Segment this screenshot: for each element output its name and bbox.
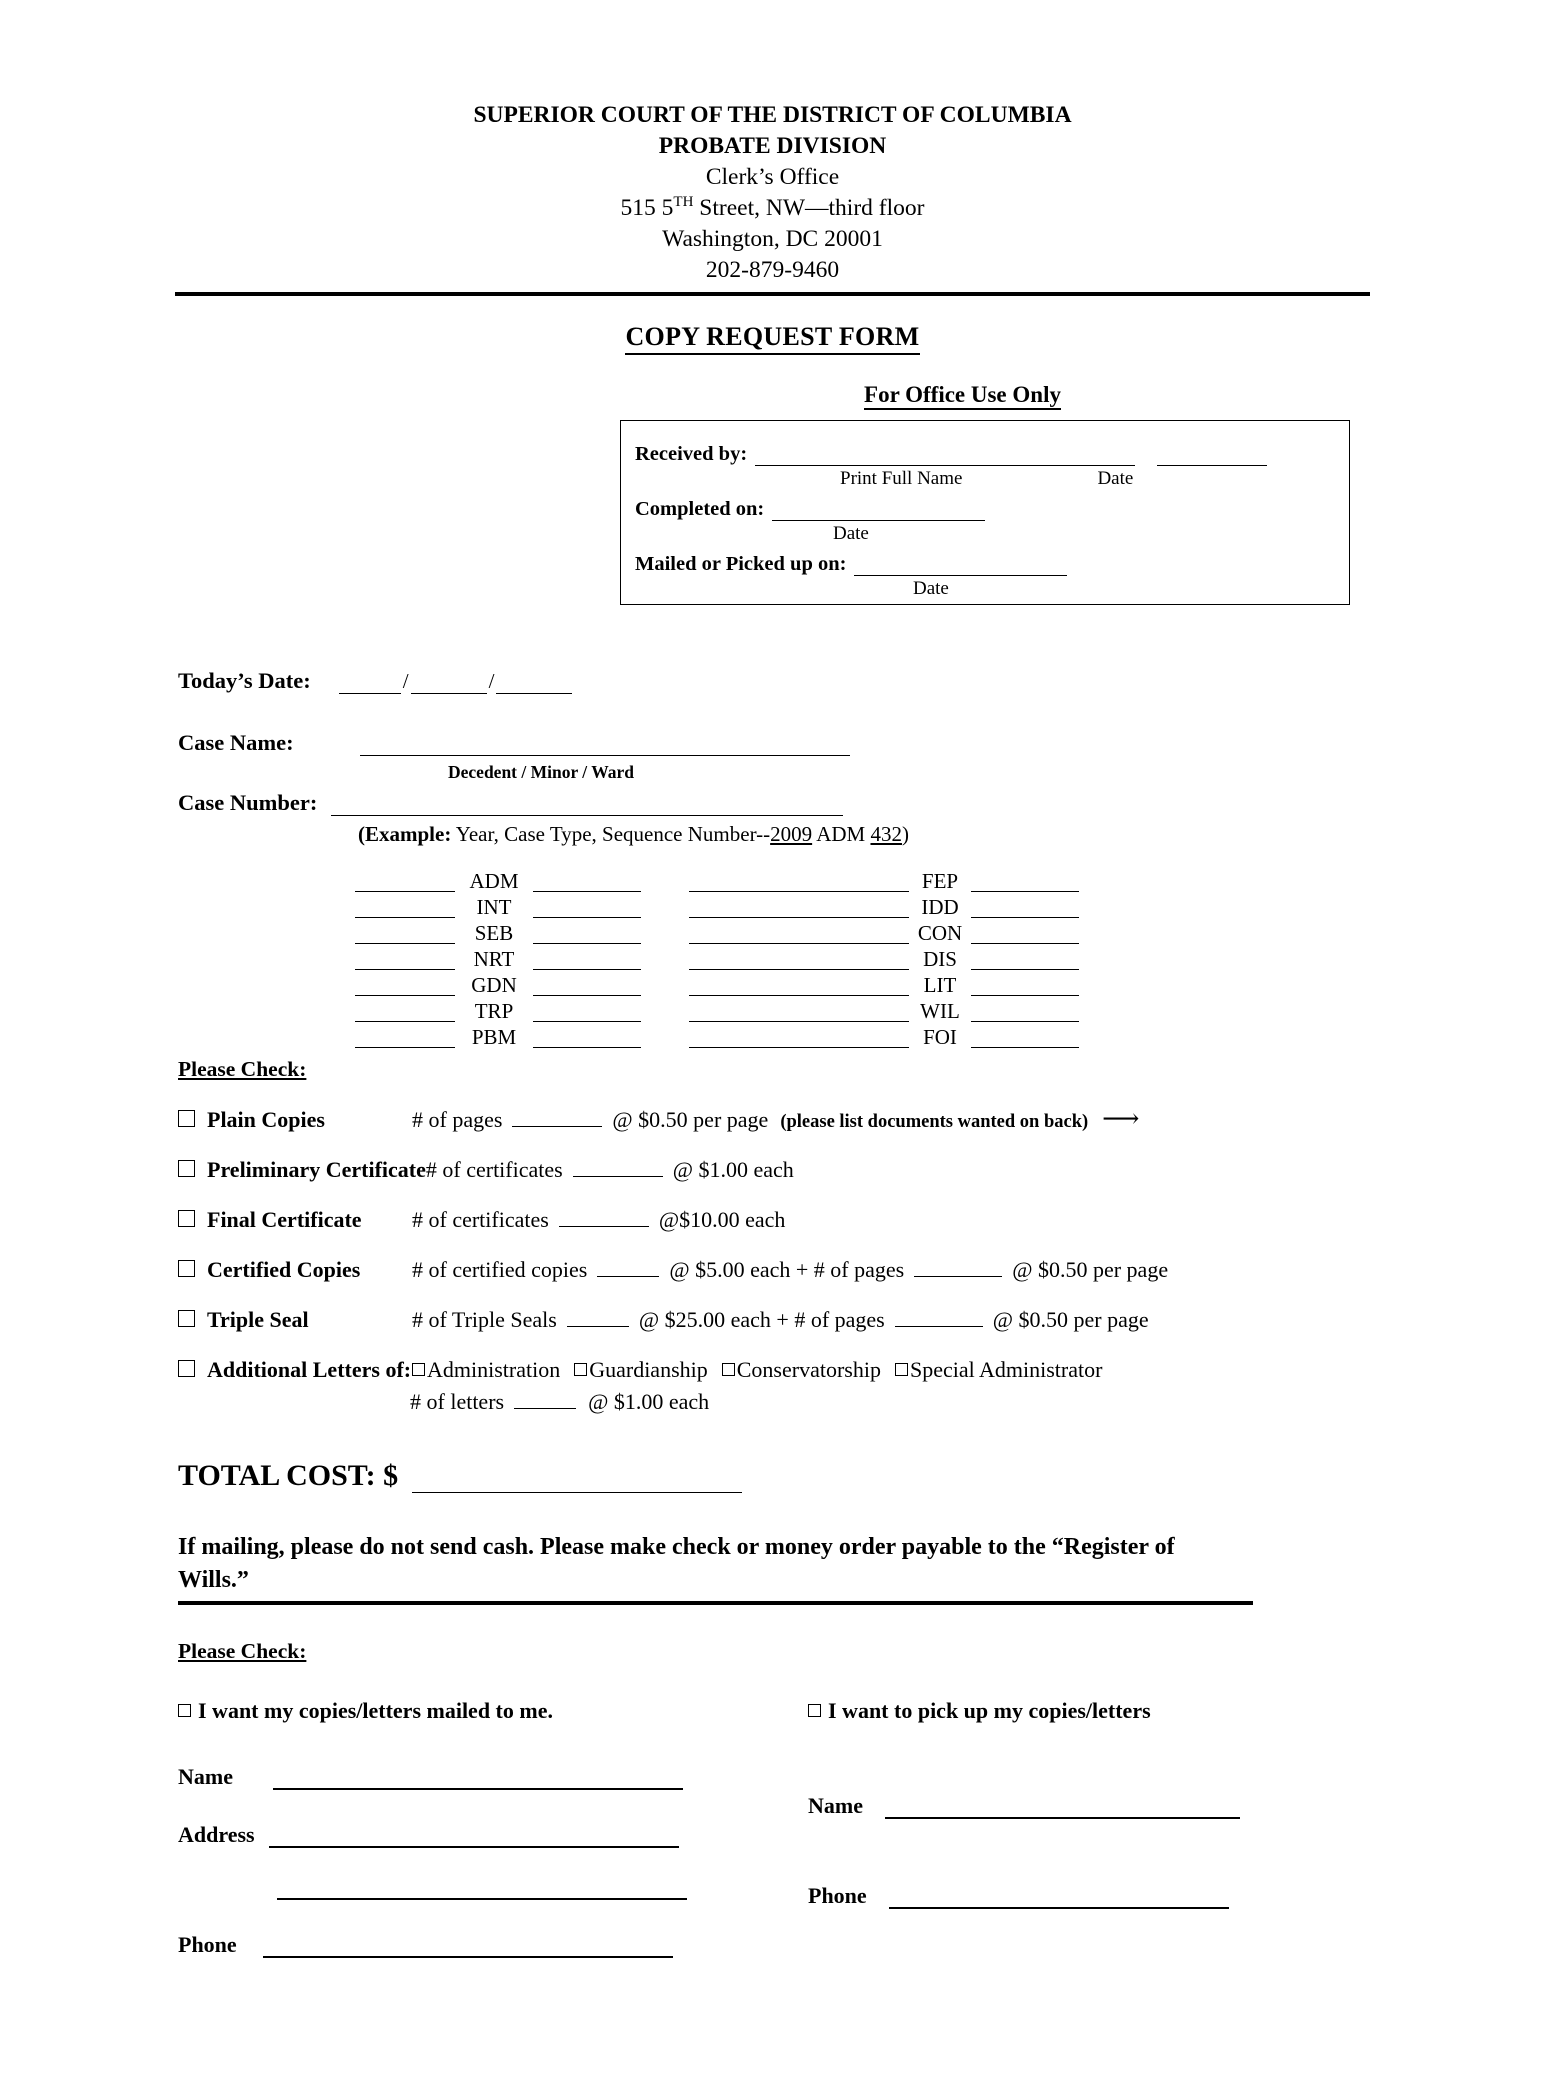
copy-option-checkbox[interactable] [178, 1160, 195, 1177]
code-line-left-a[interactable] [355, 1025, 455, 1051]
city-state-zip: Washington, DC 20001 [662, 226, 883, 252]
copy-option-row [178, 1207, 1545, 1233]
delivery-columns [178, 1698, 1545, 1958]
letters-sub-option-checkbox[interactable] [574, 1363, 587, 1376]
letters-sub-option-checkbox[interactable] [895, 1363, 908, 1376]
office-name: Clerk’s Office [705, 164, 840, 190]
code-underline[interactable] [689, 975, 801, 996]
header-divider [175, 292, 1370, 296]
copy-option-count-input[interactable] [597, 1259, 659, 1277]
received-by-row [635, 443, 1349, 466]
code-line-right-a[interactable] [641, 895, 801, 921]
code-line-right-a[interactable] [641, 947, 801, 973]
mail-address-input-line-1[interactable] [269, 1828, 679, 1848]
copy-option-pages-input[interactable] [914, 1259, 1002, 1277]
code-underline[interactable] [533, 1001, 641, 1022]
case-code-label: CON [917, 921, 963, 945]
case-number-example [358, 822, 1545, 847]
print-full-name-caption: Print Full Name [840, 468, 963, 489]
letters-sub-option-label: Guardianship [589, 1357, 708, 1382]
case-type-code-grid [355, 869, 1545, 1051]
copy-option-price-label: @$10.00 each [658, 1207, 786, 1232]
copy-option-label: Certified Copies [207, 1257, 361, 1282]
code-line-right-b[interactable] [971, 973, 1079, 999]
case-code-label: NRT [473, 947, 515, 971]
code-line-left-a[interactable] [355, 973, 455, 999]
code-line-left-b[interactable] [533, 1025, 641, 1051]
received-by-captions [635, 468, 1349, 490]
case-code-cell [801, 921, 909, 947]
mailed-caption-row [635, 578, 1349, 600]
mail-phone-label: Phone [178, 1932, 237, 1957]
case-name-row [178, 730, 1545, 756]
code-line-right-b[interactable] [971, 895, 1079, 921]
copy-option-checkbox[interactable] [178, 1210, 195, 1227]
code-underline[interactable] [801, 975, 909, 996]
copy-option-price-label: @ $25.00 each + # of pages [638, 1307, 885, 1332]
todays-date-year-input[interactable] [496, 676, 572, 694]
case-code-cell [455, 895, 533, 921]
case-code-label: WIL [920, 999, 960, 1023]
letters-sub-option-label: Administration [427, 1357, 561, 1382]
delivery-mail-column [178, 1698, 808, 1958]
case-code-label: FOI [923, 1025, 957, 1049]
code-underline[interactable] [971, 871, 1079, 892]
copy-option-pages-input[interactable] [895, 1309, 983, 1327]
street-address-ordinal: TH [673, 194, 694, 211]
code-underline[interactable] [689, 1027, 801, 1048]
copy-option-price-label: @ $5.00 each + # of pages [669, 1257, 905, 1282]
example-type: ADM [812, 822, 871, 846]
total-cost-label: TOTAL COST: $ [178, 1459, 399, 1492]
code-underline[interactable] [971, 923, 1079, 944]
payment-notice: If mailing, please do not send cash. Please make check or money order payable to the “Register of Wills.” [178, 1534, 1175, 1593]
code-underline[interactable] [971, 1027, 1079, 1048]
copy-option-row [178, 1257, 1545, 1283]
delivery-please-check-label: Please Check: [178, 1639, 307, 1663]
todays-date-separator-2: / [488, 669, 495, 693]
code-underline[interactable] [801, 1001, 909, 1022]
code-line-left-b[interactable] [533, 999, 641, 1025]
code-line-left-b[interactable] [533, 869, 641, 895]
copy-option-checkbox[interactable] [178, 1110, 195, 1127]
code-underline[interactable] [355, 975, 455, 996]
pickup-name-label: Name [808, 1793, 863, 1818]
case-code-label: SEB [474, 921, 514, 945]
case-code-cell [909, 973, 971, 999]
code-underline[interactable] [689, 923, 801, 944]
mailed-row [635, 553, 1349, 576]
example-year: 2009 [770, 822, 813, 846]
total-cost-input[interactable] [412, 1468, 742, 1493]
case-code-cell [455, 999, 533, 1025]
code-underline[interactable] [689, 949, 801, 970]
code-line-right-a[interactable] [641, 973, 801, 999]
mail-option-checkbox[interactable] [178, 1704, 191, 1717]
code-line-right-a[interactable] [641, 1025, 801, 1051]
mail-name-input[interactable] [273, 1770, 683, 1790]
mail-phone-input[interactable] [263, 1938, 673, 1958]
code-underline[interactable] [533, 949, 641, 970]
code-line-right-a[interactable] [641, 869, 801, 895]
code-underline[interactable] [801, 897, 909, 918]
code-line-right-b[interactable] [971, 947, 1079, 973]
mail-address-input-line-2[interactable] [277, 1880, 687, 1900]
case-number-label: Case Number: [178, 790, 318, 815]
code-line-right-a[interactable] [641, 999, 801, 1025]
copy-option-label: Plain Copies [207, 1107, 325, 1132]
code-line-right-b[interactable] [971, 921, 1079, 947]
code-grid [355, 869, 1545, 1051]
copy-option-row [178, 1307, 1545, 1333]
completed-on-label: Completed on: [635, 498, 765, 520]
copy-option-count-label: # of certificates [425, 1157, 563, 1182]
code-underline[interactable] [355, 897, 455, 918]
todays-date-separator-1: / [402, 669, 409, 693]
case-code-cell [801, 947, 909, 973]
code-underline[interactable] [355, 871, 455, 892]
example-close-paren: ) [901, 822, 909, 846]
case-code-cell [801, 869, 909, 895]
code-line-left-b[interactable] [533, 973, 641, 999]
pickup-phone-row [808, 1883, 1258, 1909]
code-underline[interactable] [533, 1027, 641, 1048]
copy-option-label: Triple Seal [207, 1307, 309, 1332]
mailed-or-picked-up-label: Mailed or Picked up on: [635, 553, 847, 575]
case-code-cell [455, 869, 533, 895]
copy-option-page-price-label: @ $0.50 per page [992, 1307, 1149, 1332]
case-code-label: LIT [923, 973, 957, 997]
street-address [0, 193, 1545, 224]
case-code-cell [909, 999, 971, 1025]
pickup-name-input[interactable] [885, 1799, 1240, 1819]
notice-divider [178, 1601, 1253, 1605]
page-title [0, 322, 1545, 352]
code-line-right-b[interactable] [971, 1025, 1079, 1051]
street-address-post: Street, NW—third floor [693, 195, 925, 221]
case-number-row [178, 790, 1545, 816]
letters-sub-options [412, 1357, 1102, 1383]
case-code-cell [801, 973, 909, 999]
copy-option-label: Preliminary Certificate [207, 1157, 426, 1182]
example-label: (Example: [358, 822, 452, 846]
todays-date-label: Today’s Date: [178, 668, 311, 693]
example-sequence: 432 [870, 822, 902, 846]
copy-option-count-label: # of certificates [412, 1207, 549, 1232]
letters-sub-option-label: Conservatorship [736, 1357, 881, 1382]
case-code-label: GDN [471, 973, 517, 997]
letters-sub-option-checkbox[interactable] [412, 1363, 425, 1376]
letters-sub-option-label: Special Administrator [909, 1357, 1103, 1382]
court-header [0, 100, 1545, 286]
copy-options-list [178, 1106, 1545, 1415]
mail-option-label: I want my copies/letters mailed to me. [198, 1698, 553, 1723]
case-code-label: TRP [474, 999, 514, 1023]
completed-date-caption: Date [833, 523, 869, 544]
office-use-box [620, 420, 1350, 605]
copy-option-label: Final Certificate [207, 1207, 362, 1232]
code-underline[interactable] [355, 923, 455, 944]
example-text: Year, Case Type, Sequence Number-- [451, 822, 771, 846]
mail-address-row-2 [178, 1880, 808, 1900]
code-line-left-a[interactable] [355, 895, 455, 921]
code-line-left-a[interactable] [355, 921, 455, 947]
mailed-date-caption: Date [913, 578, 949, 599]
received-by-label: Received by: [635, 443, 748, 465]
code-underline[interactable] [689, 871, 801, 892]
code-underline[interactable] [689, 897, 801, 918]
todays-date-month-input[interactable] [339, 676, 401, 694]
case-code-cell [801, 895, 909, 921]
office-use-heading-text: For Office Use Only [864, 382, 1061, 410]
case-code-cell [909, 921, 971, 947]
case-name-caption: Decedent / Minor / Ward [448, 762, 635, 782]
case-code-cell [455, 973, 533, 999]
letters-sub-option-checkbox[interactable] [722, 1363, 735, 1376]
case-name-caption-row [448, 759, 1545, 784]
code-line-left-b[interactable] [533, 895, 641, 921]
todays-date-row [178, 668, 1545, 694]
pickup-option-checkbox[interactable] [808, 1704, 821, 1717]
office-use-heading [380, 382, 1545, 408]
copy-option-count-label: # of certified copies [412, 1257, 588, 1282]
letters-price-label: @ $1.00 each [588, 1389, 710, 1414]
please-check-label: Please Check: [178, 1057, 307, 1081]
letters-count-input[interactable] [514, 1391, 576, 1409]
delivery-pickup-column [808, 1698, 1258, 1958]
code-underline[interactable] [355, 949, 455, 970]
right-arrow-icon: ⟶ [1102, 1104, 1140, 1133]
code-underline[interactable] [971, 897, 1079, 918]
mail-address-row [178, 1822, 808, 1848]
case-code-label: FEP [921, 869, 959, 893]
case-code-cell [455, 921, 533, 947]
copy-option-label: Additional Letters of: [207, 1357, 412, 1382]
code-line-left-b[interactable] [533, 921, 641, 947]
court-name: SUPERIOR COURT OF THE DISTRICT OF COLUMBIA [473, 102, 1072, 128]
street-address-pre: 515 5 [620, 195, 674, 221]
case-code-label: ADM [469, 869, 519, 893]
please-check-delivery-heading [178, 1639, 1545, 1664]
mail-name-row [178, 1764, 808, 1790]
copy-option-count-input[interactable] [512, 1109, 602, 1127]
code-underline[interactable] [533, 897, 641, 918]
copy-option-count-label: # of pages [412, 1107, 503, 1132]
case-code-label: IDD [921, 895, 959, 919]
received-date-caption: Date [1097, 468, 1134, 489]
division-name: PROBATE DIVISION [658, 133, 887, 159]
case-code-cell [909, 1025, 971, 1051]
case-name-label: Case Name: [178, 730, 294, 755]
case-name-block [178, 730, 1545, 784]
code-underline[interactable] [971, 949, 1079, 970]
copy-option-checkbox[interactable] [178, 1360, 195, 1377]
completed-on-caption-row [635, 523, 1349, 545]
mail-option-row[interactable] [178, 1698, 808, 1724]
pickup-phone-label: Phone [808, 1883, 867, 1908]
case-name-input[interactable] [360, 738, 850, 756]
todays-date-block [178, 668, 1545, 694]
copy-option-row [178, 1357, 1545, 1383]
copy-option-price-label: @ $0.50 per page [612, 1107, 769, 1132]
letters-count-label: # of letters [410, 1389, 505, 1414]
case-code-cell [909, 869, 971, 895]
case-code-cell [909, 947, 971, 973]
mail-phone-row [178, 1932, 808, 1958]
copy-option-count-input[interactable] [567, 1309, 629, 1327]
code-underline[interactable] [533, 975, 641, 996]
code-underline[interactable] [971, 1001, 1079, 1022]
phone-number: 202-879-9460 [705, 257, 840, 283]
case-code-cell [455, 947, 533, 973]
code-line-left-a[interactable] [355, 999, 455, 1025]
case-code-cell [455, 1025, 533, 1051]
please-check-copies-heading [178, 1057, 1545, 1082]
case-code-label: INT [476, 895, 512, 919]
plain-copies-note: (please list documents wanted on back) [780, 1112, 1089, 1132]
code-underline[interactable] [355, 1027, 455, 1048]
code-underline[interactable] [801, 949, 909, 970]
code-underline[interactable] [533, 871, 641, 892]
received-date-input[interactable] [1157, 448, 1267, 466]
pickup-phone-input[interactable] [889, 1889, 1229, 1909]
case-number-input[interactable] [331, 798, 843, 816]
copy-option-row [178, 1106, 1545, 1133]
copy-option-count-input[interactable] [559, 1209, 649, 1227]
code-line-left-a[interactable] [355, 869, 455, 895]
copy-option-price-label: @ $1.00 each [672, 1157, 794, 1182]
copy-option-count-input[interactable] [573, 1159, 663, 1177]
code-underline[interactable] [971, 975, 1079, 996]
code-underline[interactable] [801, 871, 909, 892]
case-code-cell [801, 1025, 909, 1051]
code-underline[interactable] [689, 1001, 801, 1022]
code-underline[interactable] [801, 1027, 909, 1048]
completed-on-input[interactable] [772, 503, 985, 521]
case-number-block [178, 790, 1545, 847]
case-code-cell [801, 999, 909, 1025]
pickup-option-label: I want to pick up my copies/letters [828, 1698, 1151, 1723]
copy-request-form-page [0, 100, 1545, 2100]
copy-option-count-label: # of Triple Seals [412, 1307, 557, 1332]
todays-date-day-input[interactable] [411, 676, 487, 694]
case-code-label: DIS [923, 947, 957, 971]
completed-on-row [635, 498, 1349, 521]
letters-count-row [410, 1389, 1545, 1415]
pickup-name-row [808, 1793, 1258, 1819]
received-by-input[interactable] [755, 448, 1135, 466]
code-line-right-a[interactable] [641, 921, 801, 947]
page-title-text: COPY REQUEST FORM [625, 322, 919, 355]
code-line-left-a[interactable] [355, 947, 455, 973]
code-line-right-b[interactable] [971, 869, 1079, 895]
code-line-right-b[interactable] [971, 999, 1079, 1025]
total-cost-row [178, 1459, 1545, 1493]
copy-option-checkbox[interactable] [178, 1310, 195, 1327]
code-line-left-b[interactable] [533, 947, 641, 973]
mail-name-label: Name [178, 1764, 233, 1789]
case-code-cell [909, 895, 971, 921]
copy-option-page-price-label: @ $0.50 per page [1012, 1257, 1169, 1282]
code-underline[interactable] [533, 923, 641, 944]
mail-address-label: Address [178, 1822, 255, 1847]
copy-option-checkbox[interactable] [178, 1260, 195, 1277]
copy-option-row [178, 1157, 1545, 1183]
case-code-label: PBM [471, 1025, 517, 1049]
office-use-section [0, 382, 1545, 599]
code-underline[interactable] [801, 923, 909, 944]
code-underline[interactable] [355, 1001, 455, 1022]
pickup-option-row[interactable] [808, 1698, 1258, 1724]
mailed-or-picked-up-input[interactable] [854, 558, 1067, 576]
